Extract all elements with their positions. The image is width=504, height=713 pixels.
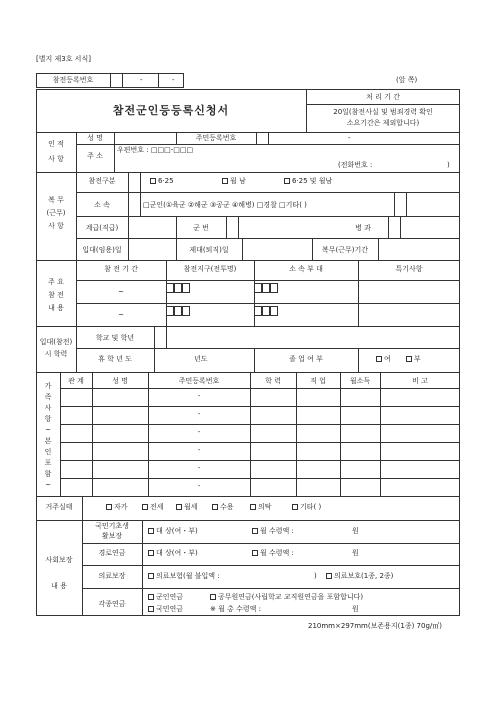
combat-section: 주 요 (48, 278, 64, 286)
processing-label: 처 리 기 간 (366, 93, 400, 101)
category-vietnam[interactable]: 월 남 (222, 177, 246, 186)
postal-code: 우편번호 : □□□-□□□ (117, 146, 194, 154)
personal-section: 인 적 (48, 140, 64, 148)
front-label: (앞 쪽) (396, 76, 418, 84)
graduated-no[interactable]: 부 (406, 355, 421, 364)
branch-options[interactable]: □군인(①육군 ②해군 ③공군 ④해병) □경찰 □기타( ) (143, 201, 307, 209)
total-monthly-label: ※ 월 총 수령액 : (210, 605, 261, 613)
service-section: 복 무 (48, 196, 64, 204)
graduated-label: 졸 업 여 부 (289, 355, 323, 363)
medical-insurance[interactable]: 의료보험(월 불입액 : (148, 572, 220, 581)
leave-year-label: 휴 학 년 도 (98, 355, 132, 363)
rank-label: 계급(직급) (85, 224, 119, 232)
education-section: 입대(참전) (39, 338, 73, 346)
residence-monthly[interactable]: 월세 (176, 503, 198, 512)
family-header-name: 성 명 (112, 377, 128, 385)
residence-jeonse[interactable]: 전세 (142, 503, 164, 512)
page-title: 참전군인등등록신청서 (112, 104, 230, 117)
pension-monthly[interactable]: 월 수령액 : (252, 549, 294, 558)
residence-facility[interactable]: 수용 (212, 503, 234, 512)
service-period-label: 복무(근무)기간 (321, 246, 369, 254)
category-625[interactable]: 6·25 (150, 177, 174, 186)
school-label: 학교 및 학년 (95, 334, 135, 342)
graduated-yes[interactable]: 여 (376, 355, 391, 364)
address-label: 주 소 (87, 152, 103, 160)
combat-header-area: 참전지구(전투명) (183, 265, 237, 273)
family-section: 가 (44, 382, 52, 390)
phone-label: (전화번호 : (338, 161, 373, 169)
category-label: 참전구분 (88, 177, 116, 185)
military-no-label: 군 번 (193, 224, 209, 232)
category-both[interactable]: 6·25 및 월남 (284, 177, 332, 186)
family-header-resident-no: 주민등록번호 (178, 377, 220, 385)
discharge-date-label: 제대(퇴직)일 (189, 246, 229, 254)
basic-living-label: 국민기초생 (95, 522, 129, 530)
basic-target[interactable]: 대 상(여・부) (148, 527, 198, 536)
military-pension[interactable]: 군인연금 (148, 593, 183, 602)
family-header-relation: 관 계 (68, 377, 84, 385)
branch-label: 소 속 (94, 201, 110, 209)
reg-no-label: 참전등록번호 (52, 76, 94, 84)
basic-monthly[interactable]: 월 수령액 : (252, 527, 294, 536)
medical-protection[interactable]: 의료보호(1종, 2종) (326, 572, 393, 581)
social-section: 사회보장 (45, 556, 73, 564)
residence-dependent[interactable]: 의탁 (250, 503, 272, 512)
civil-pension[interactable]: 공무원연금(사립학교 교직원연금을 포함합니다) (210, 593, 363, 602)
family-header-remarks: 비 고 (412, 377, 428, 385)
residence-other[interactable]: 기타( ) (292, 503, 321, 512)
name-label: 성 명 (87, 134, 103, 142)
form-code: [별지 제3호 서식] (36, 55, 91, 63)
processing-days: 20일(참전사실 및 범죄경력 확인 (333, 108, 433, 116)
pension-target[interactable]: 대 상(여・부) (148, 549, 198, 558)
national-pension[interactable]: 국민연금 (148, 605, 183, 614)
residence-own[interactable]: 자가 (106, 503, 128, 512)
family-header-job: 직 업 (310, 377, 326, 385)
paper-spec: 210mm×297mm(보존용지(1종) 70g/㎡) (308, 622, 442, 630)
residence-label: 거주실태 (45, 503, 73, 511)
family-header-income: 월소득 (349, 377, 371, 385)
pensions-label: 각종연금 (98, 600, 126, 608)
enlist-date-label: 입대(임용)일 (82, 246, 122, 254)
combat-header-period: 참 전 기 간 (104, 265, 138, 273)
family-header-education: 학 력 (265, 377, 281, 385)
arm-label: 병 과 (355, 224, 371, 232)
combat-header-notes: 특기사항 (395, 265, 423, 273)
resident-no-label: 주민등록번호 (195, 134, 237, 142)
medical-label: 의료보장 (98, 572, 126, 580)
combat-header-unit: 소 속 부 대 (289, 265, 323, 273)
pension-label: 경로연금 (98, 549, 126, 557)
